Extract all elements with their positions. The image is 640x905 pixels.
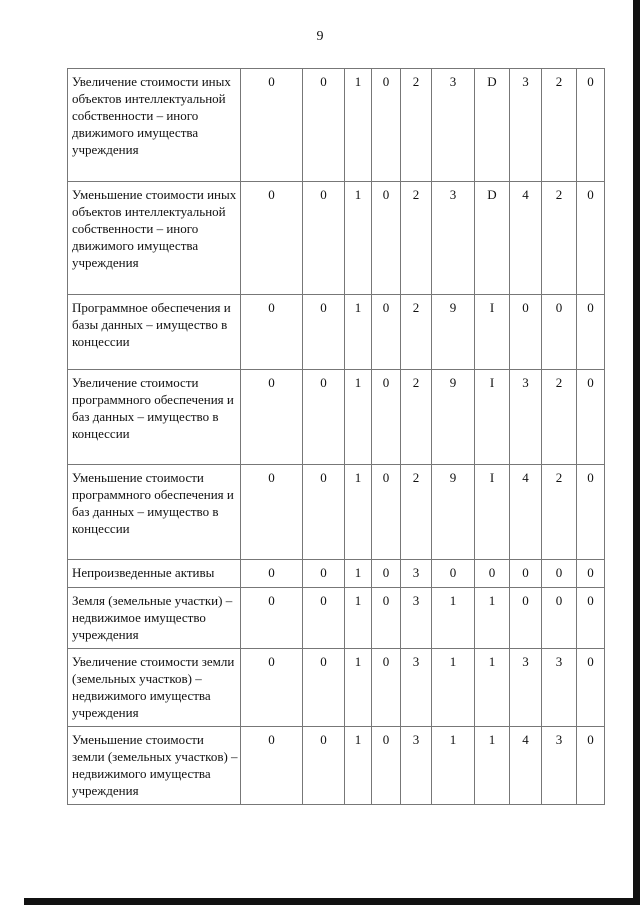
code-digit-cell: 0 (577, 588, 605, 649)
code-digit-cell: 0 (241, 560, 303, 588)
code-digit-cell: 2 (401, 370, 432, 465)
code-digit-cell: 3 (432, 69, 475, 182)
code-digit-cell: 0 (372, 182, 401, 295)
row-label: Уменьшение стоимости земли (земельных участков) – недвижимого имущества учреждения (68, 727, 241, 805)
code-digit-cell: 0 (475, 560, 510, 588)
code-digit-cell: 0 (577, 370, 605, 465)
code-digit-cell: 1 (475, 727, 510, 805)
code-digit-cell: 0 (510, 588, 542, 649)
page-edge-bottom (24, 898, 640, 905)
code-digit-cell: 1 (345, 465, 372, 560)
row-label: Увеличение стоимости иных объектов интеллектуальной собственности – иного движимого имущества учреждения (68, 69, 241, 182)
code-digit-cell: 3 (401, 727, 432, 805)
table-row (68, 588, 605, 649)
table-row (68, 370, 605, 465)
code-digit-cell: 0 (241, 727, 303, 805)
code-digit-cell: 1 (345, 649, 372, 727)
table-row (68, 649, 605, 727)
code-digit-cell: 1 (432, 727, 475, 805)
code-digit-cell: 2 (542, 182, 577, 295)
code-digit-cell: 3 (510, 370, 542, 465)
code-digit-cell: 1 (345, 560, 372, 588)
account-codes-table (67, 68, 605, 805)
code-digit-cell: 4 (510, 182, 542, 295)
code-digit-cell: 0 (303, 588, 345, 649)
code-digit-cell: 0 (510, 295, 542, 370)
code-digit-cell: 0 (372, 370, 401, 465)
code-digit-cell: 3 (510, 649, 542, 727)
code-digit-cell: 0 (542, 295, 577, 370)
code-digit-cell: 0 (303, 370, 345, 465)
code-digit-cell: 2 (542, 370, 577, 465)
code-digit-cell: 1 (345, 370, 372, 465)
code-digit-cell: I (475, 370, 510, 465)
code-digit-cell: I (475, 295, 510, 370)
code-digit-cell: 3 (432, 182, 475, 295)
code-digit-cell: 0 (241, 182, 303, 295)
code-digit-cell: 0 (577, 465, 605, 560)
code-digit-cell: 0 (303, 295, 345, 370)
code-digit-cell: 2 (401, 69, 432, 182)
code-digit-cell: 2 (542, 465, 577, 560)
page-edge-right (633, 0, 640, 905)
row-label: Уменьшение стоимости программного обеспечения и баз данных – имущество в концессии (68, 465, 241, 560)
code-digit-cell: 2 (401, 465, 432, 560)
code-digit-cell: 0 (241, 295, 303, 370)
table-row (68, 182, 605, 295)
code-digit-cell: 0 (577, 182, 605, 295)
row-label: Земля (земельные участки) – недвижимое имущество учреждения (68, 588, 241, 649)
code-digit-cell: 1 (345, 295, 372, 370)
code-digit-cell: 0 (241, 588, 303, 649)
table-body (68, 69, 605, 805)
code-digit-cell: 0 (303, 69, 345, 182)
table-row (68, 295, 605, 370)
code-digit-cell: 0 (577, 295, 605, 370)
code-digit-cell: 0 (303, 465, 345, 560)
code-digit-cell: 9 (432, 465, 475, 560)
code-digit-cell: 1 (345, 588, 372, 649)
code-digit-cell: 0 (372, 465, 401, 560)
code-digit-cell: 4 (510, 465, 542, 560)
code-digit-cell: 0 (542, 588, 577, 649)
code-digit-cell: I (475, 465, 510, 560)
code-digit-cell: 1 (475, 588, 510, 649)
code-digit-cell: 3 (542, 727, 577, 805)
table-row (68, 727, 605, 805)
code-digit-cell: 3 (401, 649, 432, 727)
row-label: Уменьшение стоимости иных объектов интеллектуальной собственности – иного движимого имущества учреждения (68, 182, 241, 295)
code-digit-cell: 3 (542, 649, 577, 727)
code-digit-cell: D (475, 69, 510, 182)
code-digit-cell: 0 (241, 69, 303, 182)
code-digit-cell: 2 (542, 69, 577, 182)
code-digit-cell: 1 (475, 649, 510, 727)
code-digit-cell: 0 (241, 649, 303, 727)
row-label: Непроизведенные активы (68, 560, 241, 588)
code-digit-cell: 9 (432, 295, 475, 370)
table-row (68, 69, 605, 182)
code-digit-cell: 0 (372, 588, 401, 649)
code-digit-cell: 0 (303, 560, 345, 588)
code-digit-cell: 0 (432, 560, 475, 588)
code-digit-cell: 0 (510, 560, 542, 588)
code-digit-cell: D (475, 182, 510, 295)
code-digit-cell: 3 (401, 560, 432, 588)
code-digit-cell: 2 (401, 182, 432, 295)
code-digit-cell: 0 (241, 465, 303, 560)
code-digit-cell: 0 (303, 182, 345, 295)
code-digit-cell: 0 (372, 560, 401, 588)
table-row (68, 465, 605, 560)
code-digit-cell: 0 (372, 295, 401, 370)
code-digit-cell: 0 (303, 649, 345, 727)
code-digit-cell: 0 (577, 560, 605, 588)
code-digit-cell: 0 (241, 370, 303, 465)
row-label: Увеличение стоимости земли (земельных участков) – недвижимого имущества учреждения (68, 649, 241, 727)
code-digit-cell: 4 (510, 727, 542, 805)
code-digit-cell: 0 (577, 727, 605, 805)
code-digit-cell: 0 (542, 560, 577, 588)
code-digit-cell: 0 (372, 69, 401, 182)
code-digit-cell: 1 (345, 727, 372, 805)
code-digit-cell: 0 (372, 649, 401, 727)
code-digit-cell: 0 (577, 69, 605, 182)
code-digit-cell: 2 (401, 295, 432, 370)
code-digit-cell: 3 (510, 69, 542, 182)
row-label: Программное обеспечения и базы данных – имущество в концессии (68, 295, 241, 370)
code-digit-cell: 0 (303, 727, 345, 805)
code-digit-cell: 1 (345, 182, 372, 295)
page-number: 9 (316, 29, 324, 44)
table-row (68, 560, 605, 588)
row-label: Увеличение стоимости программного обеспечения и баз данных – имущество в концессии (68, 370, 241, 465)
code-digit-cell: 1 (432, 649, 475, 727)
code-digit-cell: 0 (577, 649, 605, 727)
code-digit-cell: 1 (345, 69, 372, 182)
code-digit-cell: 0 (372, 727, 401, 805)
code-digit-cell: 1 (432, 588, 475, 649)
code-digit-cell: 9 (432, 370, 475, 465)
code-digit-cell: 3 (401, 588, 432, 649)
